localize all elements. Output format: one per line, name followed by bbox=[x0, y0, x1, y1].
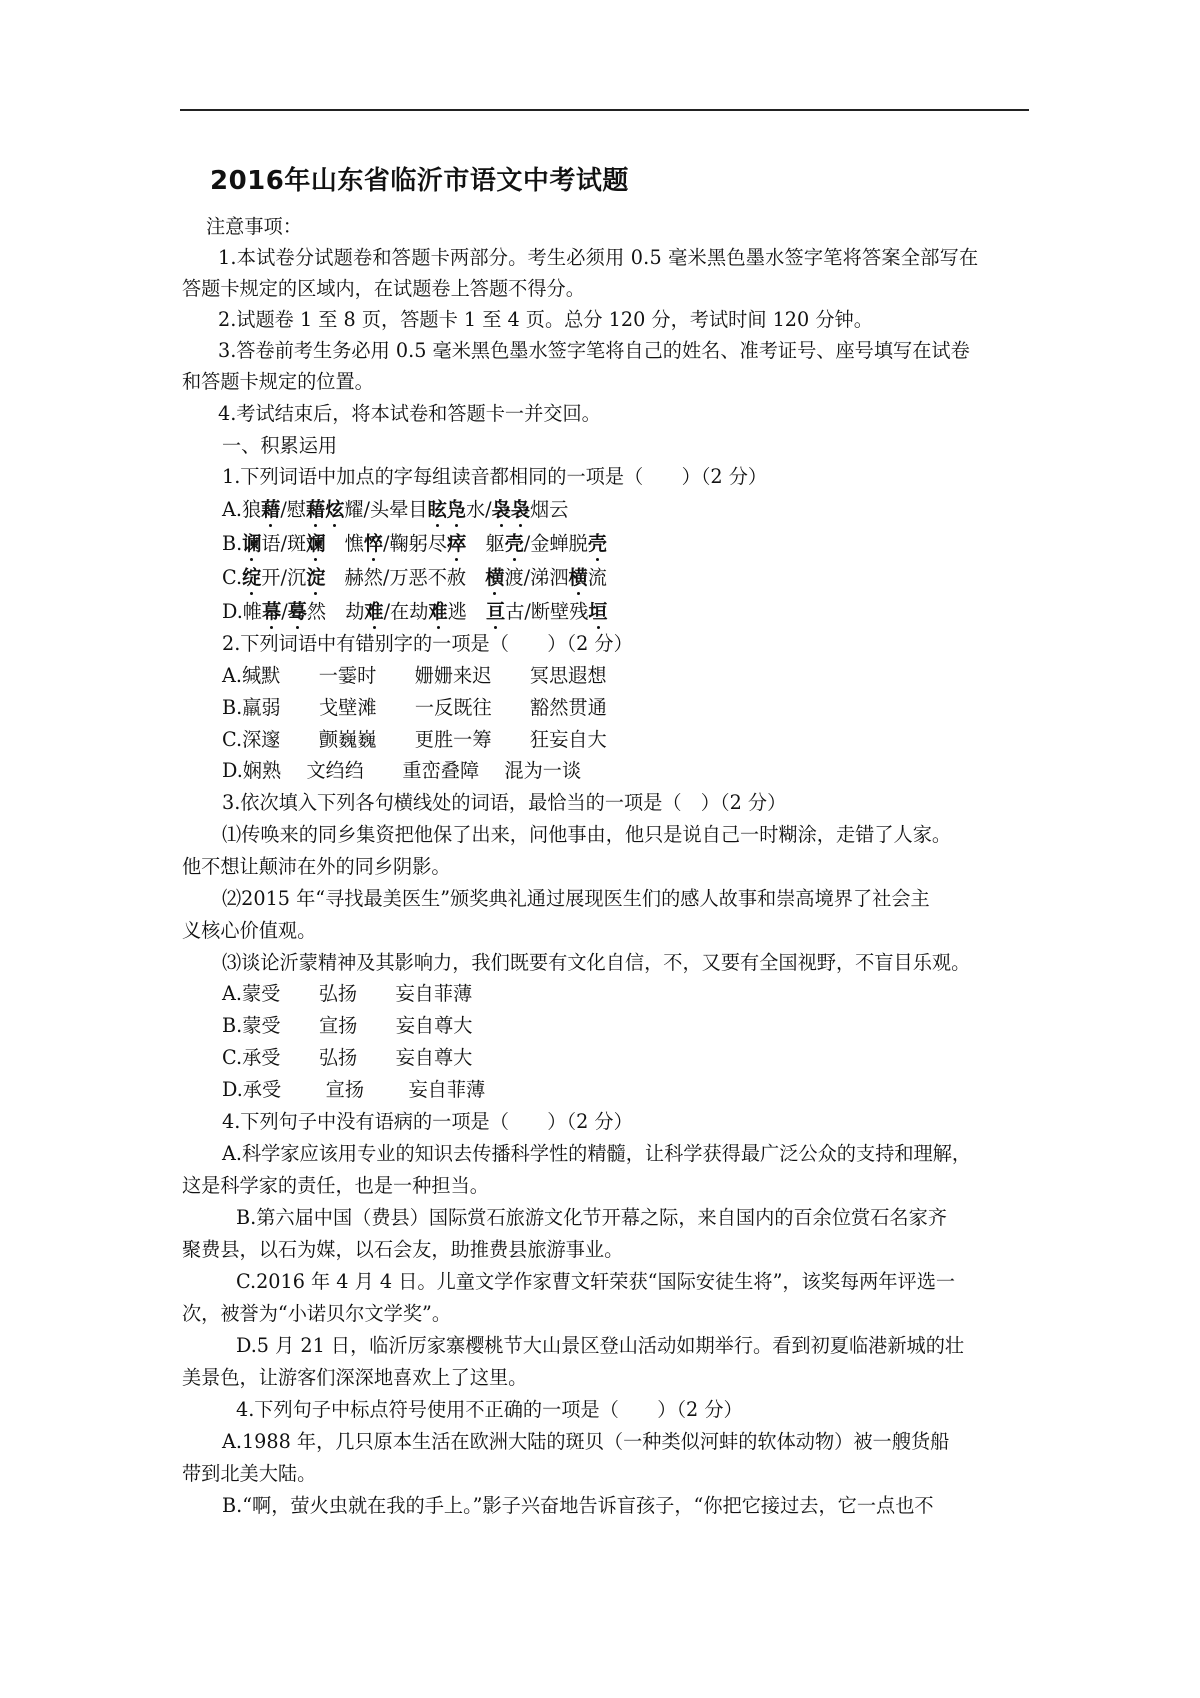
q4-option-c-line-1: C.2016 年 4 月 4 日。儿童文学作家曹文轩荣获“国际安徒生将”，该奖每两年评选一 bbox=[236, 1270, 956, 1293]
q2-stem: 2.下列词语中有错别字的一项是（ ）（2 分） bbox=[222, 632, 633, 655]
q3-sentence-2-line-2: 义核心价值观。 bbox=[182, 919, 317, 942]
q3-option-d: D.承受 宣扬 妄自菲薄 bbox=[222, 1078, 486, 1101]
q5-option-a-line-2: 带到北美大陆。 bbox=[182, 1462, 317, 1485]
q4-option-d-line-1: D.5 月 21 日，临沂厉家寨樱桃节大山景区登山活动如期举行。看到初夏临港新城的壮 bbox=[236, 1334, 965, 1357]
header-rule bbox=[180, 109, 1029, 111]
notice-item-3-line-2: 和答题卡规定的位置。 bbox=[182, 370, 374, 393]
q2-option-a: A.缄默 一霎时 姗姗来迟 冥思遐想 bbox=[222, 664, 607, 687]
q5-option-a-line-1: A.1988 年，几只原本生活在欧洲大陆的斑贝（一种类似河蚌的软体动物）被一艘货船 bbox=[222, 1430, 950, 1453]
q4-option-a-line-2: 这是科学家的责任，也是一种担当。 bbox=[182, 1174, 489, 1197]
q1-option-b: B.谰语/斑斓 憔悴/鞠躬尽瘁 躯壳/金蝉脱壳 bbox=[222, 532, 607, 555]
q4-stem: 4.下列句子中没有语病的一项是（ ）（2 分） bbox=[222, 1110, 633, 1133]
notice-item-1-line-1: 1.本试卷分试题卷和答题卡两部分。考生必须用 0.5 毫米黑色墨水签字笔将答案全部写在 bbox=[218, 246, 979, 269]
q3-option-c: C.承受 弘扬 妄自尊大 bbox=[222, 1046, 473, 1069]
q4-option-b-line-2: 聚费县，以石为媒，以石会友，助推费县旅游事业。 bbox=[182, 1238, 624, 1261]
q1-option-d: D.帷幕/蓦然 劫难/在劫难逃 亘古/断壁残垣 bbox=[222, 600, 608, 623]
q4-option-d-line-2: 美景色，让游客们深深地喜欢上了这里。 bbox=[182, 1366, 528, 1389]
q4-option-a-line-1: A.科学家应该用专业的知识去传播科学性的精髓，让科学获得最广泛公众的支持和理解， bbox=[222, 1142, 972, 1165]
q3-sentence-1-line-2: 他不想让颠沛在外的同乡阴影。 bbox=[182, 855, 451, 878]
q4-option-b-line-1: B.第六届中国（费县）国际赏石旅游文化节开幕之际，来自国内的百余位赏石名家齐 bbox=[236, 1206, 947, 1229]
q3-option-a: A.蒙受 弘扬 妄自菲薄 bbox=[222, 982, 473, 1005]
notice-item-2: 2.试题卷 1 至 8 页，答题卡 1 至 4 页。总分 120 分，考试时间 120 分钟。 bbox=[218, 308, 873, 331]
q2-option-c: C.深邃 颤巍巍 更胜一筹 狂妄自大 bbox=[222, 728, 607, 751]
q3-sentence-3: ⑶谈论沂蒙精神及其影响力，我们既要有文化自信，不，又要有全国视野，不盲目乐观。 bbox=[222, 951, 971, 974]
q3-sentence-1-line-1: ⑴传唤来的同乡集资把他保了出来，问他事由，他只是说自己一时糊涂，走错了人家。 bbox=[222, 823, 952, 846]
q3-stem: 3.依次填入下列各句横线处的词语，最恰当的一项是（ ）（2 分） bbox=[222, 791, 787, 814]
section-heading: 一、积累运用 bbox=[222, 434, 338, 457]
q5-stem: 4.下列句子中标点符号使用不正确的一项是（ ）（2 分） bbox=[236, 1398, 743, 1421]
notice-item-4: 4.考试结束后，将本试卷和答题卡一并交回。 bbox=[218, 402, 601, 425]
q5-option-b-line-1: B.“啊，萤火虫就在我的手上。”影子兴奋地告诉盲孩子，“你把它接过去，它一点也不 bbox=[222, 1494, 934, 1517]
notice-item-3-line-1: 3.答卷前考生务必用 0.5 毫米黑色墨水签字笔将自己的姓名、准考证号、座号填写在试卷 bbox=[218, 339, 970, 362]
notice-item-1-line-2: 答题卡规定的区域内，在试题卷上答题不得分。 bbox=[182, 277, 585, 300]
exam-title: 2016年山东省临沂市语文中考试题 bbox=[210, 166, 629, 196]
q4-option-c-line-2: 次，被誉为“小诺贝尔文学奖”。 bbox=[182, 1302, 452, 1325]
q1-option-c: C.绽开/沉淀 赫然/万恶不赦 横渡/涕泗横流 bbox=[222, 566, 607, 589]
q1-option-a: A.狼藉/慰藉炫耀/头晕目眩凫水/袅袅烟云 bbox=[222, 498, 569, 521]
q3-sentence-2-line-1: ⑵2015 年“寻找最美医生”颁奖典礼通过展现医生们的感人故事和崇高境界了社会主 bbox=[222, 887, 930, 910]
q2-option-b: B.羸弱 戈壁滩 一反既往 豁然贯通 bbox=[222, 696, 607, 719]
q2-option-d: D.娴熟 文绉绉 重峦叠障 混为一谈 bbox=[222, 759, 582, 782]
q1-stem: 1.下列词语中加点的字每组读音都相同的一项是（ ）（2 分） bbox=[222, 465, 768, 488]
q3-option-b: B.蒙受 宣扬 妄自尊大 bbox=[222, 1014, 473, 1037]
notice-heading: 注意事项： bbox=[206, 215, 302, 238]
